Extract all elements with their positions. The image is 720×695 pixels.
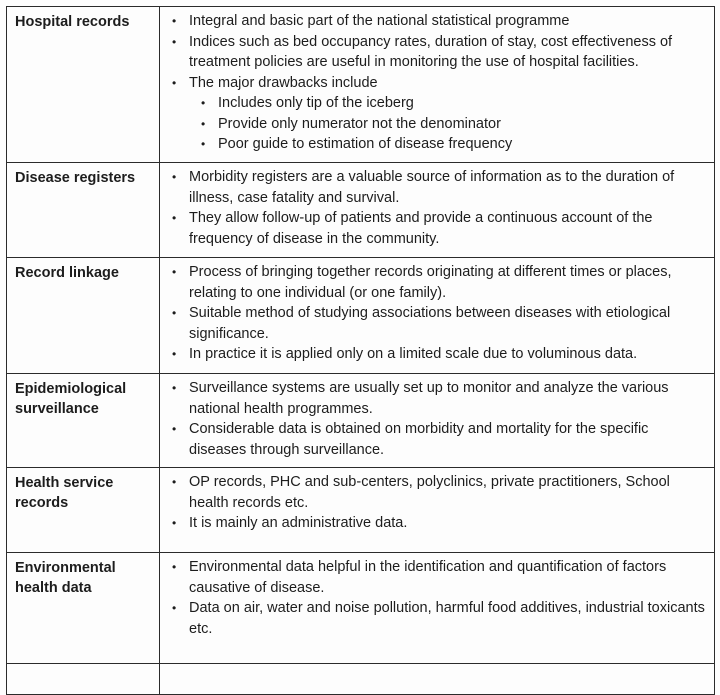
list-item: • Considerable data is obtained on morbidity and mortality for the specific diseases through surveillance. xyxy=(166,419,708,460)
bullet-list xyxy=(166,472,708,534)
table-row xyxy=(7,374,715,468)
sub-list-item: • Provide only numerator not the denominator xyxy=(189,114,708,135)
row-content xyxy=(160,468,715,553)
row-label: Environmental health data xyxy=(7,553,160,664)
sub-bullet-list xyxy=(189,93,708,155)
bullet-list xyxy=(166,378,708,460)
data-sources-table xyxy=(6,6,715,695)
bullet-list xyxy=(166,11,708,155)
row-label: Epidemiological surveillance xyxy=(7,374,160,468)
table-row xyxy=(7,258,715,374)
bullet-list xyxy=(166,262,708,365)
row-label: Hospital records xyxy=(7,7,160,163)
table-row xyxy=(7,7,715,163)
row-label: Record linkage xyxy=(7,258,160,374)
sub-list-item: • Poor guide to estimation of disease frequency xyxy=(189,134,708,155)
list-item: • OP records, PHC and sub-centers, polyclinics, private practitioners, School health records etc. xyxy=(166,472,708,513)
row-content xyxy=(160,258,715,374)
sub-list-item: • Includes only tip of the iceberg xyxy=(189,93,708,114)
list-item xyxy=(166,73,708,155)
list-item: • Process of bringing together records originating at different times or places, relating to one individual (or one family). xyxy=(166,262,708,303)
list-item: • They allow follow-up of patients and provide a continuous account of the frequency of disease in the community. xyxy=(166,208,708,249)
row-content xyxy=(160,553,715,664)
list-item: • It is mainly an administrative data. xyxy=(166,513,708,534)
row-label: Health service records xyxy=(7,468,160,553)
table-row xyxy=(7,163,715,258)
table-row xyxy=(7,468,715,553)
list-item: • Data on air, water and noise pollution, harmful food additives, industrial toxicants etc. xyxy=(166,598,708,639)
list-item: • Morbidity registers are a valuable source of information as to the duration of illness, case fatality and survival. xyxy=(166,167,708,208)
row-content xyxy=(160,374,715,468)
list-item: • Integral and basic part of the national statistical programme xyxy=(166,11,708,32)
row-content xyxy=(160,163,715,258)
row-content-empty xyxy=(160,664,715,695)
list-item: • Suitable method of studying associations between diseases with etiological significance. xyxy=(166,303,708,344)
bullet-list xyxy=(166,167,708,249)
table-row xyxy=(7,553,715,664)
row-content xyxy=(160,7,715,163)
row-label-empty xyxy=(7,664,160,695)
list-item: • Environmental data helpful in the identification and quantification of factors causative of disease. xyxy=(166,557,708,598)
row-label: Disease registers xyxy=(7,163,160,258)
list-item-text: The major drawbacks include xyxy=(189,74,378,91)
list-item: • Surveillance systems are usually set up to monitor and analyze the various national health programmes. xyxy=(166,378,708,419)
list-item: • In practice it is applied only on a limited scale due to voluminous data. xyxy=(166,344,708,365)
bullet-list xyxy=(166,557,708,639)
list-item: • Indices such as bed occupancy rates, duration of stay, cost effectiveness of treatment policies are useful in monitoring the use of hospital facilities. xyxy=(166,32,708,73)
table-row-cut-off xyxy=(7,664,715,695)
